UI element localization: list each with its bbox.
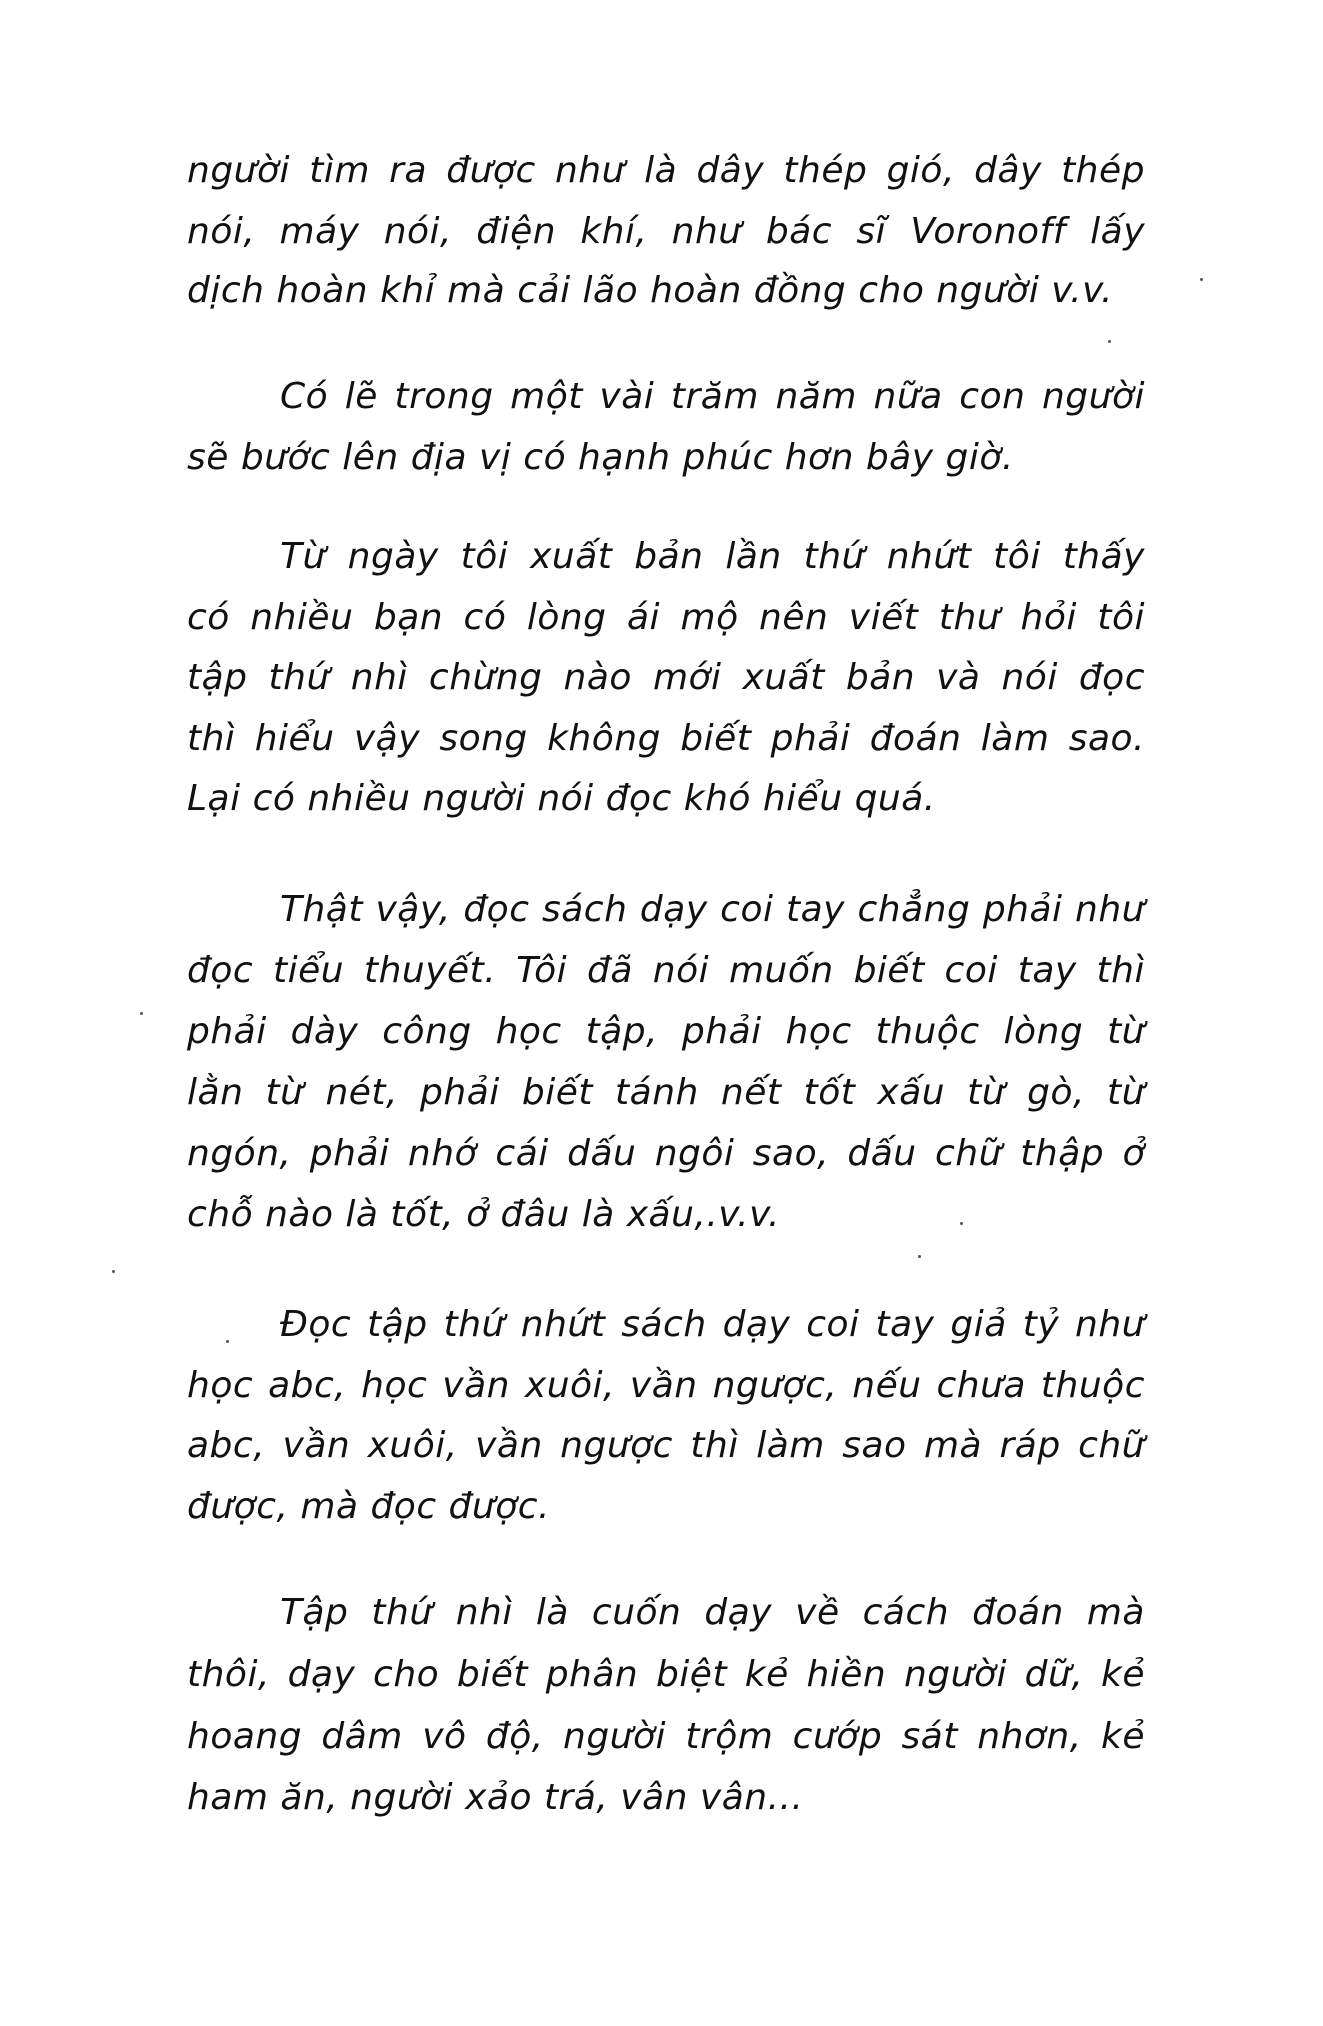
paragraph-4-line-6: chỗ nào là tốt, ở đâu là xấu,.v.v.	[187, 1194, 780, 1235]
scan-speck	[226, 1340, 229, 1343]
paragraph-6-line-1: Tập thứ nhì là cuốn dạy về cách đoán mà	[280, 1592, 1145, 1633]
paragraph-1-line-2: nói, máy nói, điện khí, như bác sĩ Voronoff lấy	[187, 211, 1145, 252]
paragraph-5-line-1: Đọc tập thứ nhứt sách dạy coi tay giả tỷ như	[280, 1304, 1145, 1345]
paragraph-3-line-1: Từ ngày tôi xuất bản lần thứ nhứt tôi thấy	[280, 536, 1145, 577]
paragraph-1-line-1: người tìm ra được như là dây thép gió, dây thép	[187, 150, 1145, 191]
paragraph-6-line-3: hoang dâm vô độ, người trộm cướp sát nhơn, kẻ	[187, 1716, 1145, 1757]
paragraph-3-line-4: thì hiểu vậy song không biết phải đoán làm sao.	[187, 718, 1145, 759]
paragraph-3-line-3: tập thứ nhì chừng nào mới xuất bản và nói đọc	[187, 657, 1145, 698]
paragraph-3-line-2: có nhiều bạn có lòng ái mộ nên viết thư hỏi tôi	[187, 597, 1145, 638]
paragraph-6-line-2: thôi, dạy cho biết phân biệt kẻ hiền người dữ, kẻ	[187, 1654, 1145, 1695]
paragraph-2-line-2: sẽ bước lên địa vị có hạnh phúc hơn bây giờ.	[187, 437, 1014, 478]
scan-speck	[1108, 340, 1111, 343]
scan-speck	[918, 1255, 921, 1258]
paragraph-4-line-1: Thật vậy, đọc sách dạy coi tay chẳng phải như	[280, 889, 1145, 930]
paragraph-6-line-4: ham ăn, người xảo trá, vân vân...	[187, 1777, 804, 1818]
paragraph-4-line-3: phải dày công học tập, phải học thuộc lòng từ	[187, 1011, 1145, 1052]
paragraph-4-line-4: lằn từ nét, phải biết tánh nết tốt xấu từ gò, từ	[187, 1072, 1145, 1113]
scan-speck	[140, 1012, 143, 1015]
paragraph-3-line-5: Lại có nhiều người nói đọc khó hiểu quá.	[187, 778, 936, 819]
paragraph-4-line-5: ngón, phải nhớ cái dấu ngôi sao, dấu chữ thập ở	[187, 1133, 1145, 1174]
scan-speck	[112, 1270, 115, 1273]
paragraph-5-line-4: được, mà đọc được.	[187, 1486, 550, 1527]
scan-speck	[1200, 278, 1203, 281]
paragraph-5-line-3: abc, vần xuôi, vần ngược thì làm sao mà ráp chữ	[187, 1425, 1145, 1466]
paragraph-2-line-1: Có lẽ trong một vài trăm năm nữa con người	[280, 376, 1145, 417]
paragraph-4-line-2: đọc tiểu thuyết. Tôi đã nói muốn biết coi tay thì	[187, 950, 1145, 991]
scan-speck	[960, 1222, 963, 1225]
paragraph-5-line-2: học abc, học vần xuôi, vần ngược, nếu chưa thuộc	[187, 1365, 1145, 1406]
paragraph-1-line-3: dịch hoàn khỉ mà cải lão hoàn đồng cho người v.v.	[187, 270, 1113, 311]
